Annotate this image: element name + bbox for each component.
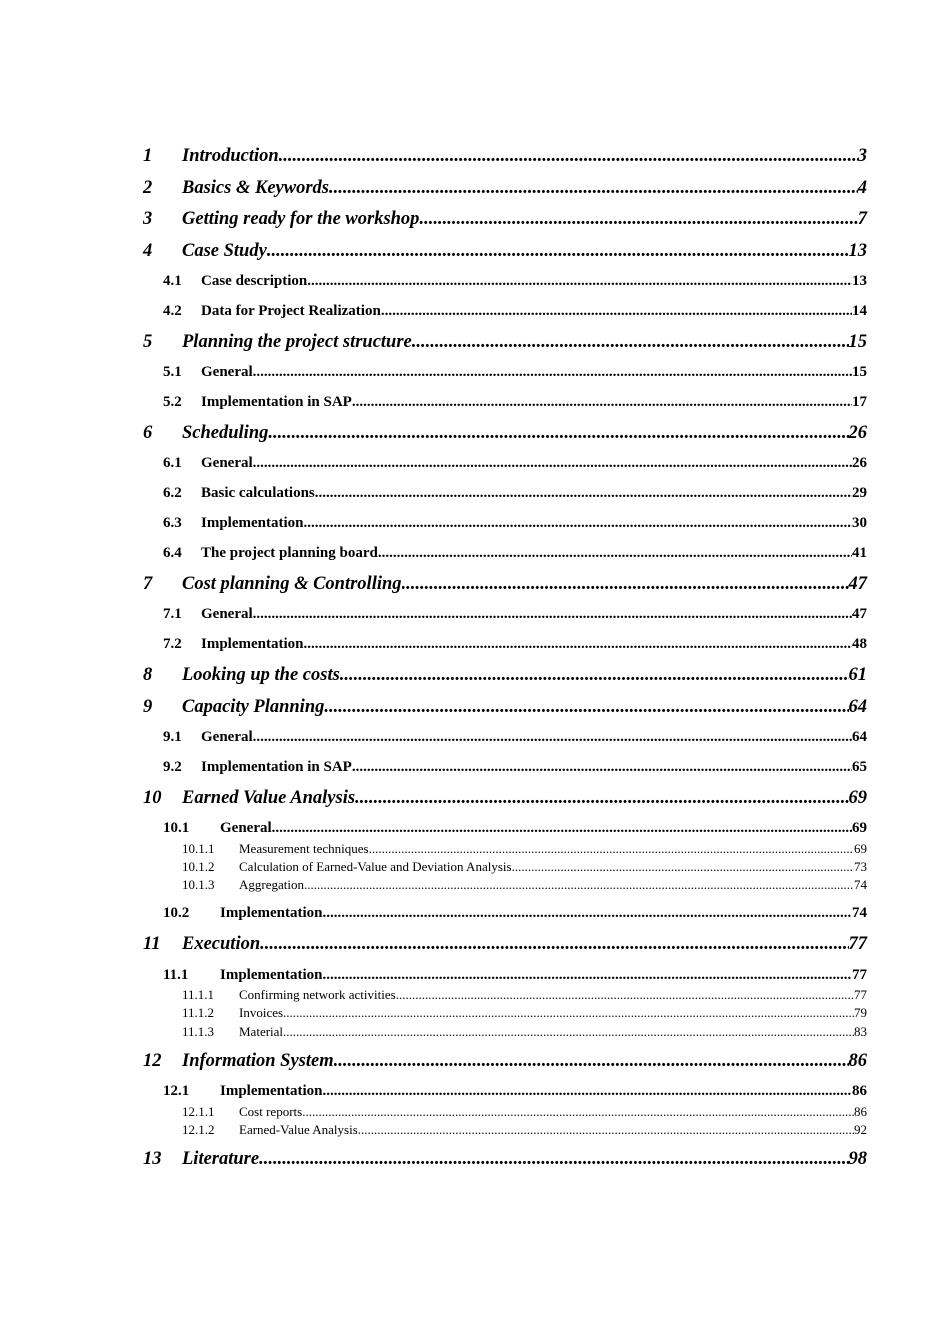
toc-page: 77 <box>848 934 867 954</box>
toc-page: 41 <box>852 545 867 561</box>
toc-leader <box>267 241 849 262</box>
toc-leader <box>260 934 848 955</box>
toc-title: Planning the project structure <box>182 332 412 352</box>
toc-page: 13 <box>852 273 867 289</box>
toc-number: 6.2 <box>163 485 182 501</box>
toc-entry-11-1-2[interactable] <box>182 1005 867 1022</box>
toc-entry-4-1[interactable] <box>163 273 867 293</box>
toc-number: 5.1 <box>163 364 182 380</box>
toc-page: 69 <box>852 820 867 836</box>
toc-page: 3 <box>857 146 867 166</box>
toc-leader <box>302 1104 854 1120</box>
toc-page: 69 <box>848 788 867 808</box>
toc-leader <box>304 636 853 653</box>
toc-number: 3 <box>143 209 153 229</box>
toc-leader <box>283 1024 854 1040</box>
toc-page: 77 <box>852 967 867 983</box>
toc-leader <box>253 364 852 381</box>
toc-entry-2[interactable] <box>143 178 867 202</box>
toc-number: 12.1.1 <box>182 1104 215 1119</box>
toc-number: 10.2 <box>163 905 190 921</box>
toc-leader <box>381 303 852 320</box>
toc-leader <box>323 967 853 984</box>
toc-page: 47 <box>848 574 867 594</box>
toc-page: 48 <box>852 636 867 652</box>
toc-title: Getting ready for the workshop <box>182 209 420 229</box>
toc-entry-8[interactable] <box>143 665 867 689</box>
toc-leader <box>352 759 852 776</box>
toc-leader <box>512 859 854 875</box>
toc-page: 14 <box>852 303 867 319</box>
toc-page: 92 <box>854 1122 867 1137</box>
toc-number: 11 <box>143 934 161 954</box>
toc-number: 11.1.3 <box>182 1024 215 1039</box>
toc-number: 12.1 <box>163 1083 190 1099</box>
toc-leader <box>358 1122 854 1138</box>
toc-page: 47 <box>852 606 867 622</box>
toc-leader <box>304 877 854 893</box>
toc-entry-10-1-1[interactable] <box>182 841 867 858</box>
toc-entry-10-2[interactable] <box>163 905 867 925</box>
toc-leader <box>378 545 852 562</box>
toc-title: Information System <box>182 1051 334 1071</box>
toc-number: 12.1.2 <box>182 1122 215 1137</box>
toc-number: 4 <box>143 241 153 261</box>
toc-number: 6.1 <box>163 455 182 471</box>
toc-number: 5 <box>143 332 153 352</box>
toc-entry-9-1[interactable] <box>163 729 867 749</box>
toc-number: 8 <box>143 665 153 685</box>
toc-title: Aggregation <box>239 877 304 892</box>
toc-entry-5-2[interactable] <box>163 394 867 414</box>
toc-leader <box>304 515 853 532</box>
toc-title: General <box>201 364 253 380</box>
toc-title: Implementation <box>220 967 323 983</box>
toc-number: 10.1.2 <box>182 859 215 874</box>
toc-entry-10[interactable] <box>143 788 867 812</box>
toc-entry-10-1-3[interactable] <box>182 877 867 894</box>
toc-leader <box>307 273 852 290</box>
toc-entry-12-1[interactable] <box>163 1083 867 1103</box>
toc-entry-10-1-2[interactable] <box>182 859 867 876</box>
toc-title: Cost reports <box>239 1104 303 1119</box>
toc-title: Introduction <box>182 146 279 166</box>
toc-number: 4.2 <box>163 303 182 319</box>
toc-leader <box>334 1051 849 1072</box>
toc-entry-10-1[interactable] <box>163 820 867 840</box>
toc-title: General <box>201 606 253 622</box>
toc-page: 69 <box>854 841 867 856</box>
toc-page: 13 <box>848 241 867 261</box>
toc-leader <box>272 820 852 837</box>
toc-leader <box>402 574 849 595</box>
toc-entry-4-2[interactable] <box>163 303 867 323</box>
toc-entry-13[interactable] <box>143 1149 867 1173</box>
toc-number: 2 <box>143 178 153 198</box>
toc-page: 15 <box>848 332 867 352</box>
toc-title: General <box>201 729 253 745</box>
toc-leader <box>412 332 849 353</box>
toc-leader <box>315 485 852 502</box>
toc-title: Implementation in SAP <box>201 394 352 410</box>
toc-entry-1[interactable] <box>143 146 867 170</box>
toc-entry-11-1-3[interactable] <box>182 1024 867 1041</box>
toc-title: Invoices <box>239 1005 284 1020</box>
toc-entry-12-1-2[interactable] <box>182 1122 867 1139</box>
toc-number: 10.1 <box>163 820 190 836</box>
toc-entry-9[interactable] <box>143 697 867 721</box>
toc-leader <box>355 788 848 809</box>
toc-leader <box>324 697 848 718</box>
toc-title: Confirming network activities <box>239 987 396 1002</box>
toc-page: 86 <box>854 1104 867 1119</box>
toc-entry-12-1-1[interactable] <box>182 1104 867 1121</box>
toc-page: 83 <box>854 1024 867 1039</box>
toc-entry-6-4[interactable] <box>163 545 867 565</box>
toc-leader <box>253 729 852 746</box>
toc-page: 29 <box>852 485 867 501</box>
toc-number: 12 <box>143 1051 162 1071</box>
toc-number: 10.1.3 <box>182 877 215 892</box>
toc-page: 77 <box>854 987 867 1002</box>
toc-title: General <box>201 455 253 471</box>
toc-number: 9.2 <box>163 759 182 775</box>
toc-title: Looking up the costs <box>182 665 340 685</box>
toc-leader <box>419 209 857 230</box>
toc-entry-5[interactable] <box>143 332 867 356</box>
toc-title: Implementation <box>220 1083 323 1099</box>
toc-title: Earned Value Analysis <box>182 788 356 808</box>
toc-entry-7-2[interactable] <box>163 636 867 656</box>
toc-page: 74 <box>852 905 867 921</box>
toc-number: 7.1 <box>163 606 182 622</box>
toc-title: Data for Project Realization <box>201 303 381 319</box>
toc-page: 7 <box>857 209 867 229</box>
toc-number: 9 <box>143 697 153 717</box>
toc-entry-11-1[interactable] <box>163 967 867 987</box>
toc-page: 30 <box>852 515 867 531</box>
toc-page: 61 <box>848 665 867 685</box>
toc-page: 26 <box>848 423 867 443</box>
toc-title: Implementation <box>201 515 304 531</box>
toc-title: Literature <box>182 1149 260 1169</box>
toc-title: General <box>220 820 272 836</box>
toc-leader <box>268 423 848 444</box>
toc-page: 64 <box>852 729 867 745</box>
toc-leader <box>323 1083 853 1100</box>
toc-entry-6-1[interactable] <box>163 455 867 475</box>
toc-number: 11.1.1 <box>182 987 215 1002</box>
toc-entry-11-1-1[interactable] <box>182 987 867 1004</box>
toc-leader <box>253 455 852 472</box>
toc-number: 7.2 <box>163 636 182 652</box>
toc-title: Material <box>239 1024 284 1039</box>
toc-page: 17 <box>852 394 867 410</box>
toc-entry-7[interactable] <box>143 574 867 598</box>
toc-page: 73 <box>854 859 867 874</box>
toc-leader <box>283 1005 854 1021</box>
toc-title: Basic calculations <box>201 485 315 501</box>
toc-number: 11.1 <box>163 967 189 983</box>
toc-leader <box>340 665 849 686</box>
toc-entry-5-1[interactable] <box>163 364 867 384</box>
toc-title: Case Study <box>182 241 267 261</box>
toc-page: 15 <box>852 364 867 380</box>
toc-leader <box>329 178 858 199</box>
toc-title: Implementation <box>201 636 304 652</box>
toc-page: 98 <box>848 1149 867 1169</box>
toc-title: Implementation <box>220 905 323 921</box>
toc-page: 86 <box>852 1083 867 1099</box>
toc-leader <box>253 606 852 623</box>
toc-entry-6-3[interactable] <box>163 515 867 535</box>
toc-page: 26 <box>852 455 867 471</box>
toc-leader <box>279 146 858 167</box>
toc-title: Basics & Keywords <box>182 178 329 198</box>
toc-title: Case description <box>201 273 308 289</box>
toc-number: 7 <box>143 574 153 594</box>
toc-leader <box>323 905 853 922</box>
toc-page: 74 <box>854 877 867 892</box>
toc-page: 79 <box>854 1005 867 1020</box>
toc-number: 9.1 <box>163 729 182 745</box>
toc-leader <box>369 841 854 857</box>
toc-entry-12[interactable] <box>143 1051 867 1075</box>
toc-title: Implementation in SAP <box>201 759 352 775</box>
toc-leader <box>352 394 852 411</box>
toc-title: The project planning board <box>201 545 378 561</box>
toc-number: 6.4 <box>163 545 182 561</box>
toc-title: Execution <box>182 934 261 954</box>
toc-number: 11.1.2 <box>182 1005 215 1020</box>
toc-page: 64 <box>848 697 867 717</box>
toc-entry-4[interactable] <box>143 241 867 265</box>
toc-number: 1 <box>143 146 153 166</box>
toc-entry-7-1[interactable] <box>163 606 867 626</box>
toc-number: 13 <box>143 1149 162 1169</box>
toc-entry-6[interactable] <box>143 423 867 447</box>
toc-leader <box>396 987 854 1003</box>
toc-entry-6-2[interactable] <box>163 485 867 505</box>
toc-title: Measurement techniques <box>239 841 369 856</box>
toc-number: 5.2 <box>163 394 182 410</box>
toc-title: Scheduling <box>182 423 269 443</box>
toc-page: 4 <box>857 178 867 198</box>
toc-number: 4.1 <box>163 273 182 289</box>
toc-title: Earned-Value Analysis <box>239 1122 358 1137</box>
toc-title: Calculation of Earned-Value and Deviation Analysis <box>239 859 512 874</box>
toc-entry-3[interactable] <box>143 209 867 233</box>
toc-title: Cost planning & Controlling <box>182 574 402 594</box>
toc-page: 65 <box>852 759 867 775</box>
toc-entry-11[interactable] <box>143 934 867 958</box>
toc-page: 86 <box>848 1051 867 1071</box>
toc-title: Capacity Planning <box>182 697 325 717</box>
toc-number: 6 <box>143 423 153 443</box>
toc-number: 6.3 <box>163 515 182 531</box>
toc-number: 10.1.1 <box>182 841 215 856</box>
toc-entry-9-2[interactable] <box>163 759 867 779</box>
toc-number: 10 <box>143 788 162 808</box>
toc-leader <box>259 1149 848 1170</box>
